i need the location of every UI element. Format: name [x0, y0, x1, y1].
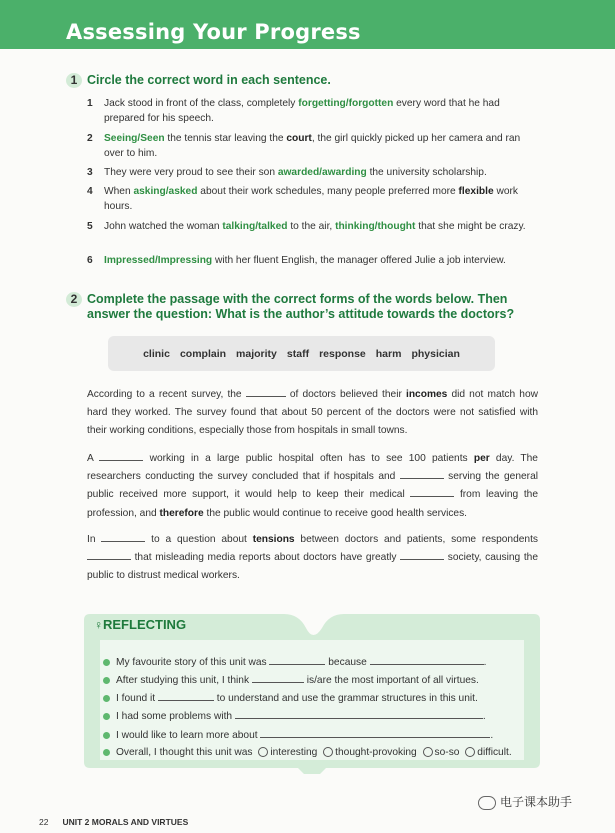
word-choice: Seeing/Seen [104, 133, 165, 144]
q1-sentence [87, 132, 537, 161]
q2-instruction-line1: Complete the passage with the correct forms of the words below. Then [87, 292, 508, 306]
text-segment: from leaving the profession, and [87, 489, 538, 519]
q1-sentence [87, 97, 537, 126]
q1-instruction: Circle the correct word in each sentence. [87, 73, 331, 87]
answer-blank[interactable] [87, 550, 131, 560]
word-bank-item: response [319, 347, 366, 360]
q1-sentence [87, 254, 537, 269]
sentence-number: 1 [87, 98, 93, 109]
option-radio[interactable] [323, 747, 333, 757]
sentence-text [104, 166, 537, 181]
reflecting-item [103, 728, 543, 743]
text-segment: because [325, 657, 370, 668]
text-segment: between doctors and patients, some respondents [294, 534, 538, 545]
text-segment: society, causing the public to distrust medical workers. [87, 552, 538, 582]
text-segment: working in a large public hospital often has to see 100 patients [143, 453, 474, 464]
word-choice: talking/talked [222, 221, 288, 232]
reflecting-item [103, 709, 543, 724]
text-segment: work hours. [104, 186, 518, 212]
word-bank-item: harm [375, 347, 402, 360]
option-radio[interactable] [465, 747, 475, 757]
text-segment: I had some problems with [116, 711, 235, 722]
text-segment: that she might be crazy. [415, 221, 526, 232]
answer-blank[interactable] [400, 550, 444, 560]
q2-instruction-line2: answer the question: What is the author’s attitude towards the doctors? [87, 307, 515, 321]
q1-heading [66, 73, 331, 88]
answer-blank[interactable] [101, 532, 145, 542]
key-word: flexible [458, 186, 494, 197]
bullet-icon [103, 659, 110, 666]
reflecting-item [103, 746, 543, 760]
key-word: incomes [406, 389, 448, 400]
passage-paragraph [87, 386, 538, 441]
sentence-number: 6 [87, 255, 93, 266]
word-bank-item: clinic [143, 347, 170, 360]
q2-number: 2 [66, 292, 82, 307]
key-word: tensions [252, 534, 295, 545]
word-bank [108, 336, 495, 371]
sentence-number: 3 [87, 167, 93, 178]
text-segment: . [490, 730, 494, 741]
passage-paragraph [87, 531, 538, 586]
answer-blank[interactable] [370, 655, 484, 665]
text-segment: According to a recent survey, the [87, 389, 246, 400]
bullet-icon [103, 713, 110, 720]
text-segment: to the air, [287, 221, 336, 232]
word-choice: forgetting/forgotten [298, 98, 394, 109]
text-segment: Overall, I thought this unit was [116, 747, 256, 758]
text-segment: . [483, 657, 487, 668]
text-segment: the tennis star leaving the [164, 133, 287, 144]
page-number: 22 [39, 817, 49, 827]
text-segment: Jack stood in front of the class, completely [104, 98, 299, 109]
answer-blank[interactable] [260, 728, 490, 738]
sentence-number: 4 [87, 186, 93, 197]
q1-sentence [87, 185, 537, 214]
bullet-icon [103, 749, 110, 756]
word-bank-item: staff [286, 347, 310, 360]
answer-blank[interactable] [410, 487, 454, 497]
answer-blank[interactable] [246, 387, 286, 397]
text-segment: After studying this unit, I think [116, 675, 252, 686]
text-segment: In [87, 534, 102, 545]
bullet-icon [103, 677, 110, 684]
option-radio[interactable] [258, 747, 268, 757]
text-segment: interesting [270, 747, 321, 758]
option-radio[interactable] [423, 747, 433, 757]
text-segment: that misleading media reports about doctors have greatly [131, 552, 401, 564]
q1-sentence [87, 220, 537, 235]
word-choice: awarded/awarding [277, 167, 367, 178]
word-choice: thinking/thought [335, 221, 416, 232]
text-segment: every word that he had prepared for his speech. [104, 98, 500, 124]
q2-heading [66, 292, 514, 322]
text-segment: the public would continue to receive good health services. [203, 507, 468, 519]
answer-blank[interactable] [235, 709, 483, 719]
reflecting-item [103, 655, 543, 670]
text-segment: They were very proud to see their son [104, 167, 278, 178]
text-segment: about their work schedules, many people preferred more [197, 186, 459, 197]
word-bank-item: majority [236, 347, 277, 360]
word-bank-item: physician [411, 347, 460, 360]
word-choice: Impressed/Impressing [104, 255, 213, 266]
text-segment: did not match how hard they worked. The survey found that about 50 percent of the doctors were not satisfied with their working conditions, especially those from hospitals in small towns. [87, 389, 538, 437]
key-word: court [286, 133, 312, 144]
word-bank-item: complain [179, 347, 227, 360]
text-segment: My favourite story of this unit was [116, 657, 270, 668]
answer-blank[interactable] [158, 691, 214, 701]
sentence-text [104, 220, 537, 235]
text-segment: When [104, 186, 134, 197]
answer-blank[interactable] [252, 673, 304, 683]
text-segment: the university scholarship. [366, 167, 487, 178]
sentence-number: 5 [87, 221, 93, 232]
reflecting-title: REFLECTING [103, 617, 187, 632]
answer-blank[interactable] [400, 469, 444, 479]
text-segment: . [482, 711, 486, 722]
word-choice: asking/asked [133, 186, 198, 197]
wechat-icon [478, 796, 496, 810]
text-segment: A [87, 453, 100, 464]
sentence-number: 2 [87, 133, 93, 144]
sentence-text [104, 185, 537, 214]
sentence-text [104, 132, 537, 161]
text-segment: to understand and use the grammar structures in this unit. [213, 693, 478, 704]
text-segment: I found it [116, 693, 158, 704]
text-segment: with her fluent English, the manager offered Julie a job interview. [212, 255, 506, 266]
text-segment: difficult. [477, 747, 512, 758]
answer-blank[interactable] [269, 655, 325, 665]
text-segment: is/are the most important of all virtues. [303, 675, 479, 686]
reflecting-heading [94, 617, 186, 632]
text-segment: , the girl quickly picked up her camera and ran over to him. [104, 133, 521, 159]
text-segment: thought-provoking [335, 747, 420, 758]
watermark [478, 793, 572, 810]
reflecting-item [103, 673, 543, 688]
answer-blank[interactable] [99, 451, 143, 461]
key-word: per [473, 453, 490, 464]
unit-label: UNIT 2 MORALS AND VIRTUES [62, 817, 189, 827]
page-footer [39, 817, 188, 827]
page-header-bar [0, 0, 615, 49]
bullet-icon [103, 695, 110, 702]
text-segment: I would like to learn more about [116, 730, 261, 741]
lightbulb-icon: ♀ [94, 618, 103, 632]
passage-paragraph [87, 450, 538, 523]
q1-sentence [87, 166, 537, 181]
reflecting-item [103, 691, 543, 706]
key-word: therefore [159, 507, 204, 519]
sentence-text [104, 254, 537, 269]
text-segment: day. The researchers conducting the survey concluded that if hospitals and [87, 453, 538, 483]
watermark-text: 电子课本助手 [500, 795, 573, 809]
page-title: Assessing Your Progress [66, 20, 361, 44]
text-segment: so-so [434, 747, 463, 758]
bullet-icon [103, 732, 110, 739]
text-segment: to a question about [145, 534, 253, 545]
text-segment: serving the general public received more support, it would help to keep their medical [87, 471, 538, 501]
q1-number: 1 [66, 73, 82, 88]
sentence-text [104, 97, 537, 126]
text-segment: John watched the woman [104, 221, 223, 232]
text-segment: of doctors believed their [285, 389, 406, 400]
